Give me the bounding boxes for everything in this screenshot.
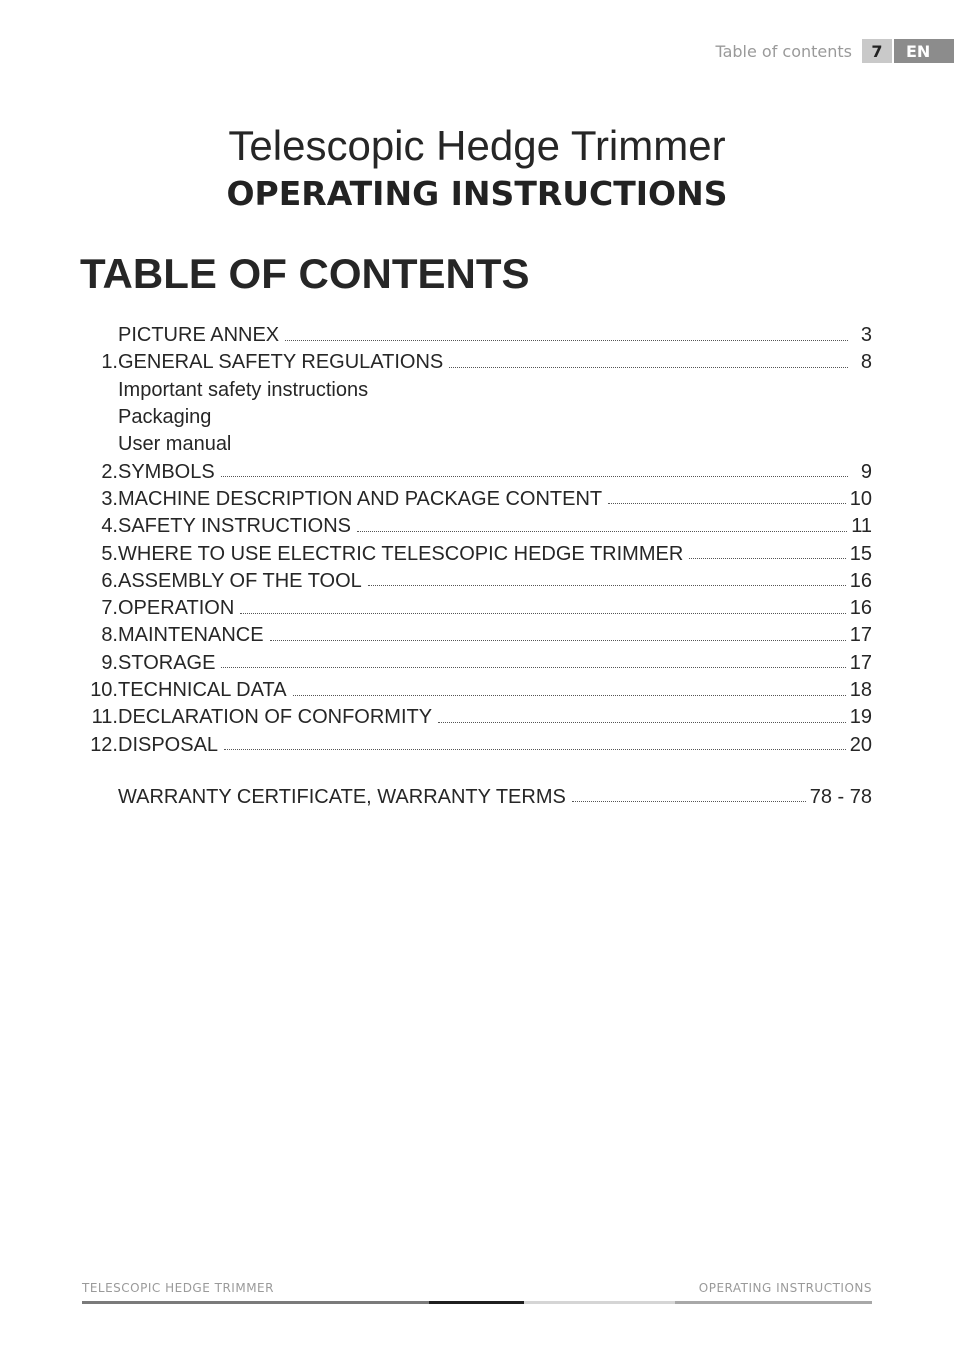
- footer-doc-type: OPERATING INSTRUCTIONS: [698, 1281, 872, 1295]
- table-of-contents: [82, 322, 872, 811]
- toc-entry: [82, 513, 872, 540]
- toc-entry-page: 9: [860, 460, 872, 483]
- toc-entry-number: 7.: [101, 597, 118, 620]
- footer-rule-segment: [82, 1301, 429, 1304]
- toc-entry: [82, 622, 872, 649]
- toc-entry: [82, 731, 872, 758]
- toc-entry-label: WARRANTY CERTIFICATE, WARRANTY TERMS: [118, 785, 566, 808]
- toc-entry-page: 15: [849, 542, 872, 565]
- toc-entry-label: MAINTENANCE: [118, 624, 264, 647]
- toc-dot-leader: [224, 736, 846, 750]
- toc-entry-number: 9.: [101, 651, 118, 674]
- toc-entry-label: User manual: [118, 433, 232, 456]
- toc-entry-page: 17: [849, 651, 872, 674]
- toc-entry-page: 19: [849, 706, 872, 729]
- toc-dot-leader: [438, 709, 846, 723]
- toc-dot-leader: [221, 463, 848, 477]
- toc-dot-leader: [285, 327, 848, 341]
- toc-entry-label: WHERE TO USE ELECTRIC TELESCOPIC HEDGE TRIMMER: [118, 542, 684, 565]
- toc-entry-page: 16: [849, 569, 872, 592]
- toc-warranty-entry: [82, 784, 872, 811]
- toc-entry-label: Important safety instructions: [118, 378, 369, 401]
- toc-entry-label: GENERAL SAFETY REGULATIONS: [118, 351, 444, 374]
- toc-entry-number: 8.: [101, 624, 118, 647]
- toc-entry-page: 11: [851, 515, 872, 538]
- toc-entry-label: DECLARATION OF CONFORMITY: [118, 706, 433, 729]
- toc-entry-page: 8: [860, 351, 872, 374]
- toc-entry-number: 6.: [101, 569, 118, 592]
- document-subtitle: OPERATING INSTRUCTIONS: [226, 174, 728, 213]
- toc-spacer: [82, 759, 872, 784]
- toc-entry-page: 18: [849, 679, 872, 701]
- toc-entry: [82, 404, 872, 431]
- toc-entry-number: 10.: [90, 679, 118, 701]
- page-number-badge: 7: [862, 39, 892, 63]
- toc-entry: [82, 650, 872, 677]
- toc-entry: [82, 677, 872, 704]
- toc-dot-leader: [240, 600, 845, 614]
- toc-entry: [82, 458, 872, 485]
- toc-entry-label: TECHNICAL DATA: [118, 679, 287, 701]
- toc-entry-page: 20: [849, 733, 872, 756]
- toc-dot-leader: [449, 354, 848, 368]
- toc-entry-label: Packaging: [118, 406, 212, 429]
- toc-dot-leader: [608, 490, 846, 504]
- toc-entry-number: 5.: [101, 542, 118, 565]
- toc-dot-leader: [689, 545, 845, 559]
- toc-entry-label: SYMBOLS: [118, 460, 215, 483]
- product-title: Telescopic Hedge Trimmer: [228, 122, 726, 169]
- toc-entry: [82, 431, 872, 458]
- toc-entry: [82, 595, 872, 622]
- footer-product: TELESCOPIC HEDGE TRIMMER: [82, 1281, 274, 1295]
- toc-dot-leader: [572, 788, 806, 802]
- toc-entry-number: 1.: [101, 351, 118, 374]
- toc-entry-label: STORAGE: [118, 651, 216, 674]
- footer-rule-segment: [429, 1301, 524, 1304]
- toc-entry: [82, 322, 872, 349]
- toc-entry: [82, 704, 872, 731]
- toc-entry-label: MACHINE DESCRIPTION AND PACKAGE CONTENT: [118, 487, 603, 510]
- footer-rule-segment: [524, 1301, 675, 1304]
- toc-entry-number: 4.: [101, 515, 118, 538]
- toc-entry: [82, 377, 872, 404]
- toc-dot-leader: [368, 572, 846, 586]
- toc-entry: [82, 540, 872, 567]
- toc-heading: TABLE OF CONTENTS: [80, 250, 530, 297]
- toc-entry-number: 3.: [101, 487, 118, 510]
- toc-entry-page: 16: [849, 597, 872, 620]
- toc-entry-page: 78 - 78: [809, 785, 872, 808]
- toc-entry-page: 3: [860, 324, 872, 347]
- toc-entry-page: 10: [849, 487, 872, 510]
- toc-entry-number: 2.: [101, 460, 118, 483]
- toc-entry-label: DISPOSAL: [118, 733, 219, 756]
- section-title: Table of contents: [715, 41, 852, 61]
- toc-entry-number: 12.: [90, 733, 118, 756]
- toc-entry-label: PICTURE ANNEX: [118, 324, 280, 347]
- page-header: [715, 38, 954, 64]
- toc-entry: [82, 568, 872, 595]
- toc-dot-leader: [357, 518, 847, 532]
- toc-entry: [82, 349, 872, 376]
- toc-entry: [82, 486, 872, 513]
- toc-dot-leader: [293, 682, 846, 696]
- footer-rule: [82, 1301, 872, 1304]
- toc-dot-leader: [270, 627, 846, 641]
- toc-entry-number: 11.: [91, 706, 118, 729]
- toc-entry-label: OPERATION: [118, 597, 235, 620]
- toc-entry-page: 17: [849, 624, 872, 647]
- toc-entry-label: ASSEMBLY OF THE TOOL: [118, 569, 362, 592]
- language-badge: EN: [894, 39, 954, 63]
- toc-dot-leader: [221, 654, 845, 668]
- toc-entry-label: SAFETY INSTRUCTIONS: [118, 515, 351, 538]
- footer-rule-segment: [675, 1301, 872, 1304]
